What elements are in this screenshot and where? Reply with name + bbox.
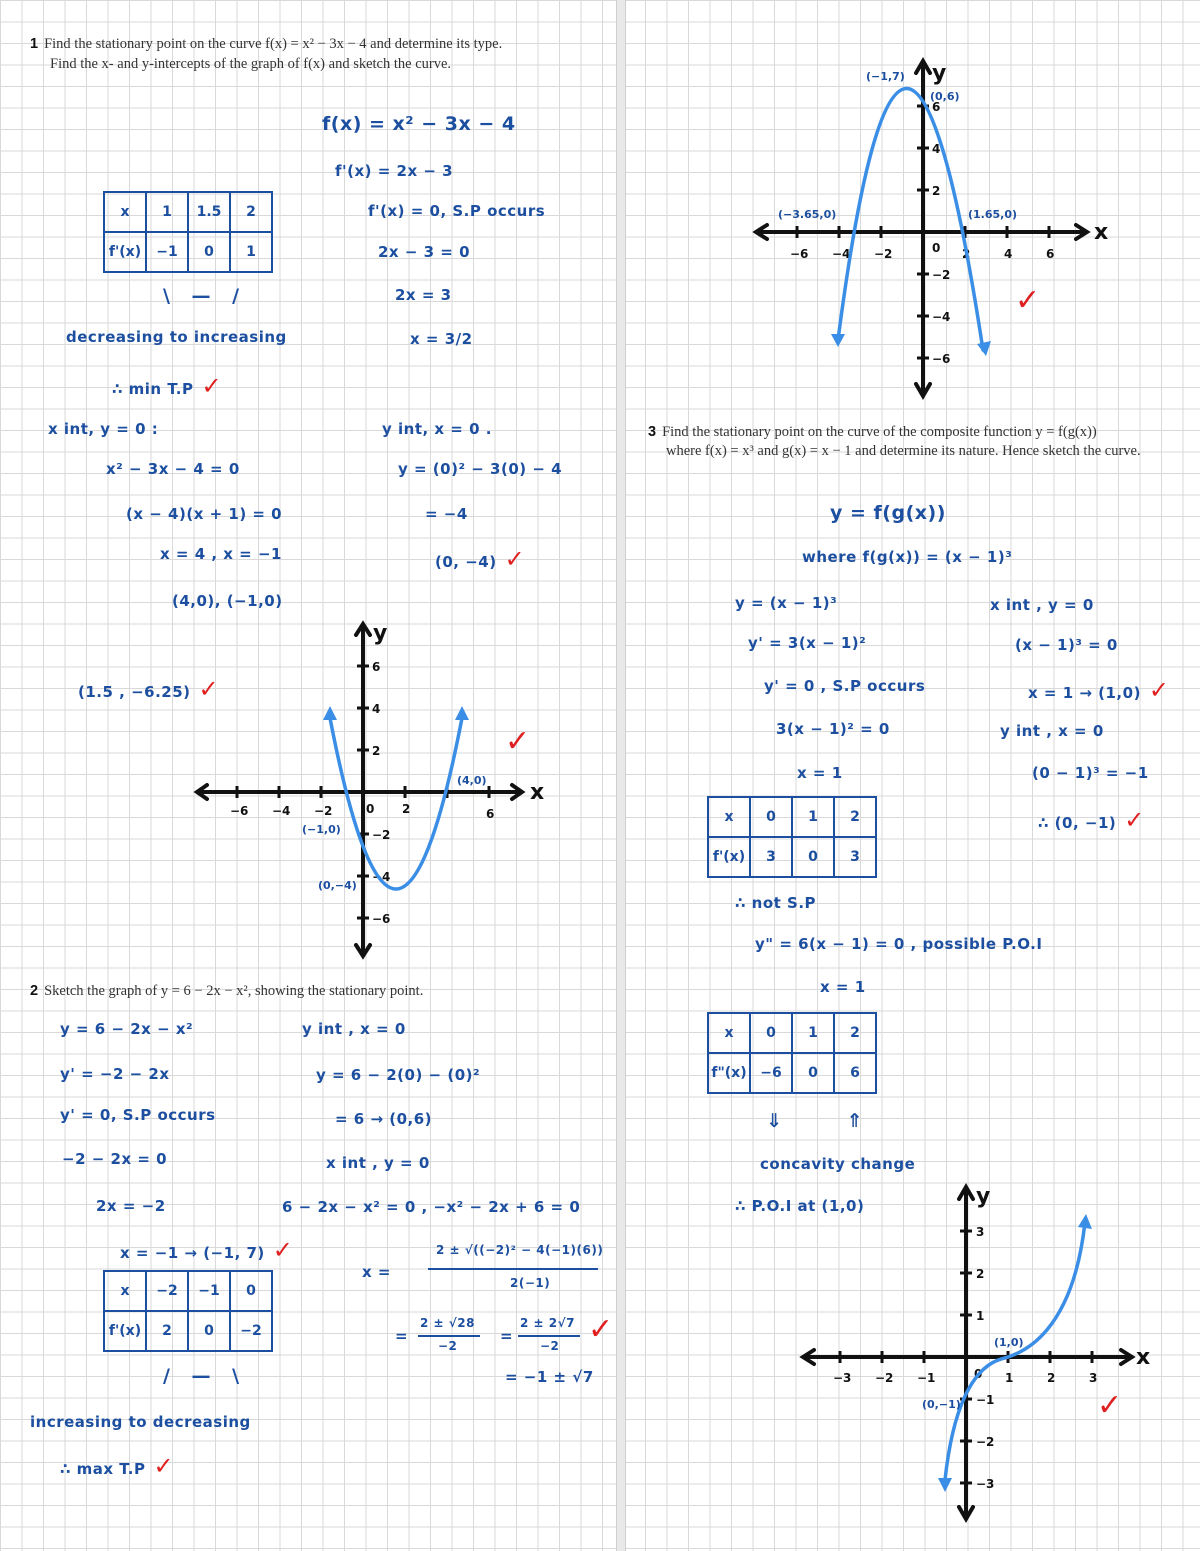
q3-line-5: y' = 0 , S.P occurs [764, 677, 926, 695]
q2-xtick: 4 [1004, 247, 1013, 261]
q3-prompt-line2: where f(x) = x³ and g(x) = x − 1 and determine its nature. Hence sketch the curve. [666, 443, 1141, 459]
q3-line-3: y = (x − 1)³ [735, 594, 838, 612]
q1-yint-3: (0, −4) ✓ [435, 545, 526, 573]
q1-xint-2: (x − 4)(x + 1) = 0 [126, 505, 283, 523]
q3-composite: y = f(g(x)) [830, 502, 946, 524]
q1-slope-sketch: \ — / [163, 285, 240, 307]
q2-line-2: y' = −2 − 2x [60, 1065, 170, 1083]
q2-step3: = −1 ± √7 [505, 1368, 594, 1386]
q1-xtick: −4 [272, 804, 291, 818]
q3-label-0-neg1: (0,−1) [922, 1398, 961, 1411]
q2-yint-1: y = 6 − 2(0) − (0)² [316, 1066, 481, 1084]
q1-ytick: −6 [372, 912, 391, 926]
q2-prompt: 2 Sketch the graph of y = 6 − 2x − x², showing the stationary point. [30, 983, 424, 999]
q2-slope-sketch: / — \ [163, 1365, 240, 1387]
q2-ytick: 6 [932, 100, 941, 114]
q2-step1-num: 2 ± √28 [420, 1316, 475, 1330]
q3-concavity: concavity change [760, 1155, 916, 1173]
q1-sp-condition: f'(x) = 0, S.P occurs [368, 202, 546, 220]
q1-sign-table: x 1 1.5 2 f'(x) −1 0 1 [103, 191, 273, 273]
q1-yint-2: = −4 [425, 505, 468, 523]
q1-xtick: 6 [486, 807, 495, 821]
q2-ytick: 4 [932, 142, 941, 156]
q2-line-1: y = 6 − 2x − x² [60, 1020, 194, 1038]
q2-step2-den: −2 [540, 1339, 560, 1353]
q2-line-5: 2x = −2 [96, 1197, 166, 1215]
q2-equals-1: = [395, 1327, 409, 1345]
q2-ytick: −4 [932, 310, 951, 324]
q3-second-derivative-table: x 0 1 2 f"(x) −6 0 6 [707, 1012, 877, 1094]
q2-step2-num: 2 ± 2√7 [520, 1316, 575, 1330]
q2-sign-table: x −2 −1 0 f'(x) 2 0 −2 [103, 1270, 273, 1352]
q3-y-axis-label: y [976, 1184, 991, 1209]
q2-line-6: x = −1 → (−1, 7) ✓ [120, 1236, 294, 1264]
q3-poi: ∴ P.O.I at (1,0) [735, 1197, 865, 1215]
q3-not-sp: ∴ not S.P [735, 894, 817, 912]
q2-xtick: −2 [874, 247, 893, 261]
q3-prompt-line1: 3 Find the stationary point on the curve of the composite function y = f(g(x)) [648, 424, 1097, 440]
q1-xint-heading: x int, y = 0 : [48, 420, 159, 438]
q3-label-1-0: (1,0) [994, 1336, 1024, 1349]
q2-xtick: 2 [962, 247, 971, 261]
q2-xtick: −6 [790, 247, 809, 261]
q1-yint-1: y = (0)² − 3(0) − 4 [398, 460, 563, 478]
q2-label-max: (−1,7) [866, 70, 905, 83]
q3-xtick: −3 [833, 1371, 852, 1385]
q2-graph-check: ✓ [1015, 283, 1041, 318]
q2-ytick: 2 [932, 184, 941, 198]
q3-yint-2: ∴ (0, −1) ✓ [1038, 806, 1145, 834]
q2-quadratic-numerator: 2 ± √((−2)² − 4(−1)(6)) [436, 1243, 604, 1257]
q2-yint-heading: y int , x = 0 [302, 1020, 406, 1038]
q1-xint-4: (4,0), (−1,0) [172, 592, 283, 610]
q1-prompt-line1: 1 Find the stationary point on the curve f(x) = x² − 3x − 4 and determine its type. [30, 36, 503, 52]
q1-equation-3: x = 3/2 [410, 330, 473, 348]
q3-second-x: x = 1 [820, 978, 866, 996]
q3-curve-arrow-bottom [938, 1478, 952, 1492]
q3-ytick: 1 [976, 1309, 985, 1323]
q1-sp-point: (1.5 , −6.25) ✓ [78, 675, 220, 703]
q1-equation-2: 2x = 3 [395, 286, 452, 304]
q1-function: f(x) = x² − 3x − 4 [322, 113, 516, 135]
q1-xint-1: x² − 3x − 4 = 0 [106, 460, 240, 478]
q1-xtick: 0 [366, 802, 375, 816]
q1-x-axis-label: x [530, 780, 545, 805]
q2-quadratic-x: x = [362, 1263, 391, 1281]
q1-xtick: 2 [402, 802, 411, 816]
q1-xtick: −2 [314, 804, 333, 818]
q1-equation-1: 2x − 3 = 0 [378, 243, 471, 261]
q3-first-derivative-table: x 0 1 2 f'(x) 3 0 3 [707, 796, 877, 878]
q2-xtick: 0 [932, 241, 941, 255]
q2-y-axis-label: y [932, 61, 947, 86]
q3-xtick: 0 [974, 1367, 983, 1381]
q2-equals-2: = [500, 1327, 514, 1345]
q1-ytick: 2 [372, 744, 381, 758]
q3-curve-arrow-top [1078, 1214, 1092, 1229]
q3-yint-heading: y int , x = 0 [1000, 722, 1104, 740]
q2-step1-den: −2 [438, 1339, 458, 1353]
q2-nature: increasing to decreasing [30, 1413, 251, 1431]
q1-y-axis-label: y [373, 621, 388, 646]
q2-ytick: −6 [932, 352, 951, 366]
q2-xint-heading: x int , y = 0 [326, 1154, 430, 1172]
q3-xtick: 1 [1005, 1371, 1014, 1385]
q1-derivative: f'(x) = 2x − 3 [335, 162, 454, 180]
q2-ytick: −2 [932, 268, 951, 282]
q2-label-right-root: (1.65,0) [968, 208, 1018, 221]
q3-xint-heading: x int , y = 0 [990, 596, 1094, 614]
q1-label-neg1-0: (−1,0) [302, 823, 341, 836]
q3-line-4: y' = 3(x − 1)² [748, 634, 867, 652]
q3-ytick: −1 [976, 1393, 995, 1407]
q1-xint-3: x = 4 , x = −1 [160, 545, 282, 563]
q2-label-left-root: (−3.65,0) [778, 208, 837, 221]
q2-yint-2: = 6 → (0,6) [335, 1110, 433, 1128]
q1-conclusion: ∴ min T.P ✓ [112, 372, 223, 400]
q3-yint-1: (0 − 1)³ = −1 [1032, 764, 1149, 782]
q2-quad-check: ✓ [588, 1312, 614, 1347]
q3-xtick: 2 [1047, 1371, 1056, 1385]
q1-ytick: −2 [372, 828, 391, 842]
q3-where: where f(g(x)) = (x − 1)³ [802, 548, 1013, 566]
q2-label-yint: (0,6) [930, 90, 960, 103]
q3-ytick: −2 [976, 1435, 995, 1449]
q2-conclusion: ∴ max T.P ✓ [60, 1452, 175, 1480]
q3-line-7: x = 1 [797, 764, 843, 782]
q2-line-3: y' = 0, S.P occurs [60, 1106, 216, 1124]
q1-label-0-neg4: (0,−4) [318, 879, 357, 892]
q3-ytick: 2 [976, 1267, 985, 1281]
q2-line-4: −2 − 2x = 0 [62, 1150, 168, 1168]
q1-ytick: −4 [372, 870, 391, 884]
q3-concavity-arrows: ⇓ ⇑ [766, 1110, 863, 1132]
q2-xint-1: 6 − 2x − x² = 0 , −x² − 2x + 6 = 0 [282, 1198, 581, 1216]
q1-label-4-0: (4,0) [457, 774, 487, 787]
q3-graph-check: ✓ [1097, 1388, 1123, 1423]
q3-xtick: −2 [875, 1371, 894, 1385]
q3-xtick: 3 [1089, 1371, 1098, 1385]
q3-second-derivative: y" = 6(x − 1) = 0 , possible P.O.I [755, 935, 1043, 953]
q1-xtick: −6 [230, 804, 249, 818]
q1-ytick: 4 [372, 702, 381, 716]
q2-x-axis-label: x [1094, 220, 1109, 245]
q3-line-6: 3(x − 1)² = 0 [776, 720, 890, 738]
q3-x-axis-label: x [1136, 1345, 1151, 1370]
q3-xtick: −1 [917, 1371, 936, 1385]
q1-graph-check: ✓ [505, 724, 531, 759]
q3-xint-1: (x − 1)³ = 0 [1015, 636, 1118, 654]
q3-ytick: 3 [976, 1225, 985, 1239]
q2-xtick: 6 [1046, 247, 1055, 261]
q2-xtick: −4 [832, 247, 851, 261]
q1-nature: decreasing to increasing [66, 328, 287, 346]
q1-yint-heading: y int, x = 0 . [382, 420, 492, 438]
q1-ytick: 6 [372, 660, 381, 674]
q1-prompt-line2: Find the x- and y-intercepts of the graph of f(x) and sketch the curve. [50, 56, 452, 72]
q3-xint-2: x = 1 → (1,0) ✓ [1028, 676, 1170, 704]
q2-quadratic-denominator: 2(−1) [510, 1276, 551, 1290]
q3-ytick: −3 [976, 1477, 995, 1491]
